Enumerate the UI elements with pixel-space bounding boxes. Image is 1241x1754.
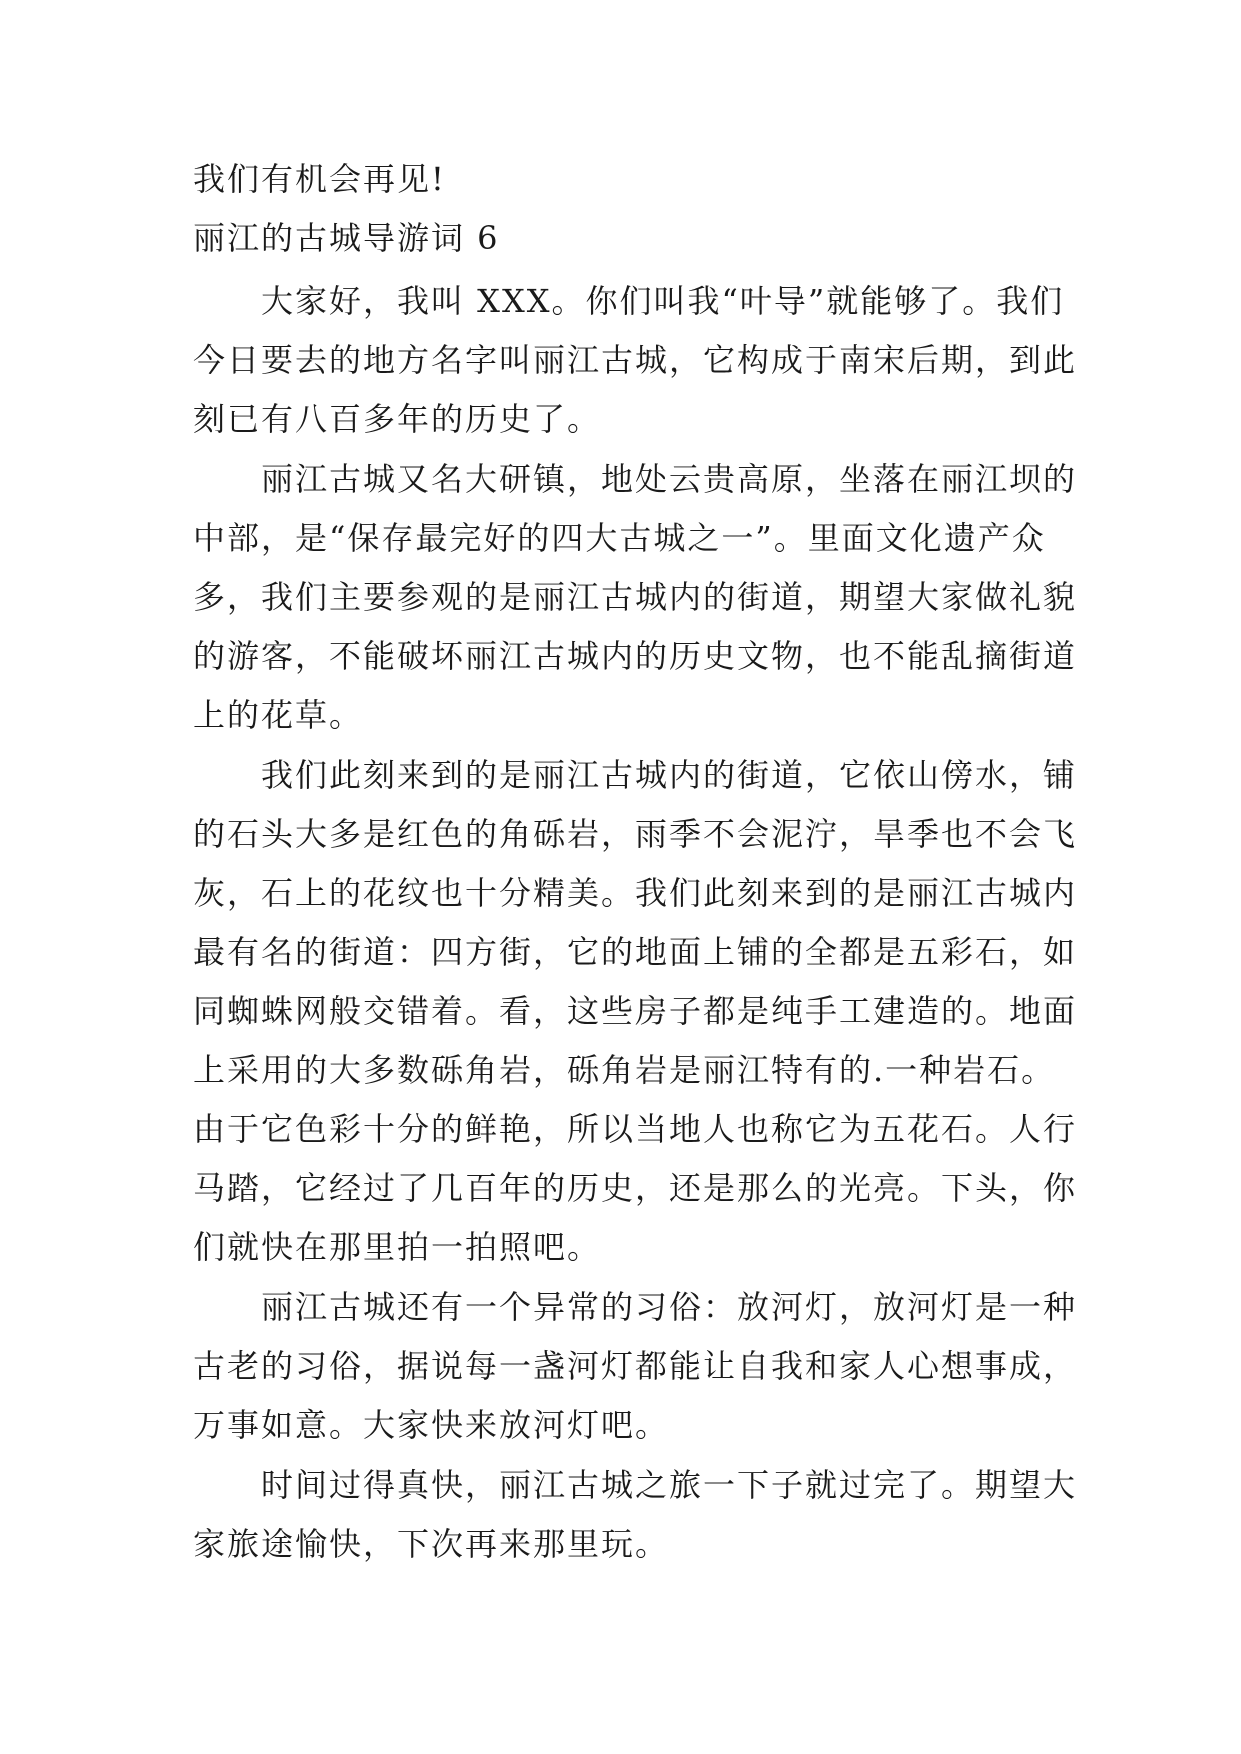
document-body (193, 160, 1078, 1585)
paragraph-line: 马踏，它经过了几百年的历史，还是那么的光亮。下头，你 (193, 1169, 1078, 1207)
paragraph-line: 大家好，我叫 XXX。你们叫我“叶导”就能够了。我们 (261, 282, 1065, 320)
paragraph-intro (193, 282, 1078, 438)
paragraph-line: 上的花草。 (193, 696, 364, 734)
paragraph-streets (193, 756, 1078, 1266)
paragraph-line: 上采用的大多数砾角岩，砾角岩是丽江特有的.一种岩石。 (193, 1051, 1056, 1089)
paragraph-line: 我们此刻来到的是丽江古城内的街道，它依山傍水，铺 (261, 756, 1078, 794)
closing-line: 我们有机会再见! (193, 160, 446, 198)
paragraph-line: 丽江古城又名大研镇，地处云贵高原，坐落在丽江坝的 (261, 460, 1078, 498)
paragraph-line: 万事如意。大家快来放河灯吧。 (193, 1406, 670, 1444)
paragraph-overview (193, 460, 1078, 734)
paragraph-line: 古老的习俗，据说每一盏河灯都能让自我和家人心想事成， (193, 1347, 1078, 1385)
paragraph-line: 今日要去的地方名字叫丽江古城，它构成于南宋后期，到此 (193, 341, 1078, 379)
paragraph-closing (193, 1466, 1078, 1563)
paragraph-line: 时间过得真快，丽江古城之旅一下子就过完了。期望大 (261, 1466, 1078, 1504)
paragraph-line: 同蜘蛛网般交错着。看，这些房子都是纯手工建造的。地面 (193, 992, 1078, 1030)
paragraph-line: 家旅途愉快，下次再来那里玩。 (193, 1525, 670, 1563)
paragraph-line: 的游客，不能破坏丽江古城内的历史文物，也不能乱摘街道 (193, 637, 1078, 675)
paragraph-line: 丽江古城还有一个异常的习俗：放河灯，放河灯是一种 (261, 1288, 1078, 1326)
paragraph-line: 多，我们主要参观的是丽江古城内的街道，期望大家做礼貌 (193, 578, 1078, 616)
paragraph-line: 灰，石上的花纹也十分精美。我们此刻来到的是丽江古城内 (193, 874, 1078, 912)
paragraph-line: 刻已有八百多年的历史了。 (193, 400, 602, 438)
paragraph-line: 们就快在那里拍一拍照吧。 (193, 1228, 602, 1266)
paragraph-river-lanterns (193, 1288, 1078, 1444)
paragraph-line: 中部，是“保存最完好的四大古城之一”。里面文化遗产众 (193, 519, 1046, 557)
paragraph-line: 的石头大多是红色的角砾岩，雨季不会泥泞，旱季也不会飞 (193, 815, 1078, 853)
paragraph-line: 由于它色彩十分的鲜艳，所以当地人也称它为五花石。人行 (193, 1110, 1078, 1148)
section-title: 丽江的古城导游词 6 (193, 219, 500, 257)
paragraph-line: 最有名的街道：四方街，它的地面上铺的全都是五彩石，如 (193, 933, 1078, 971)
